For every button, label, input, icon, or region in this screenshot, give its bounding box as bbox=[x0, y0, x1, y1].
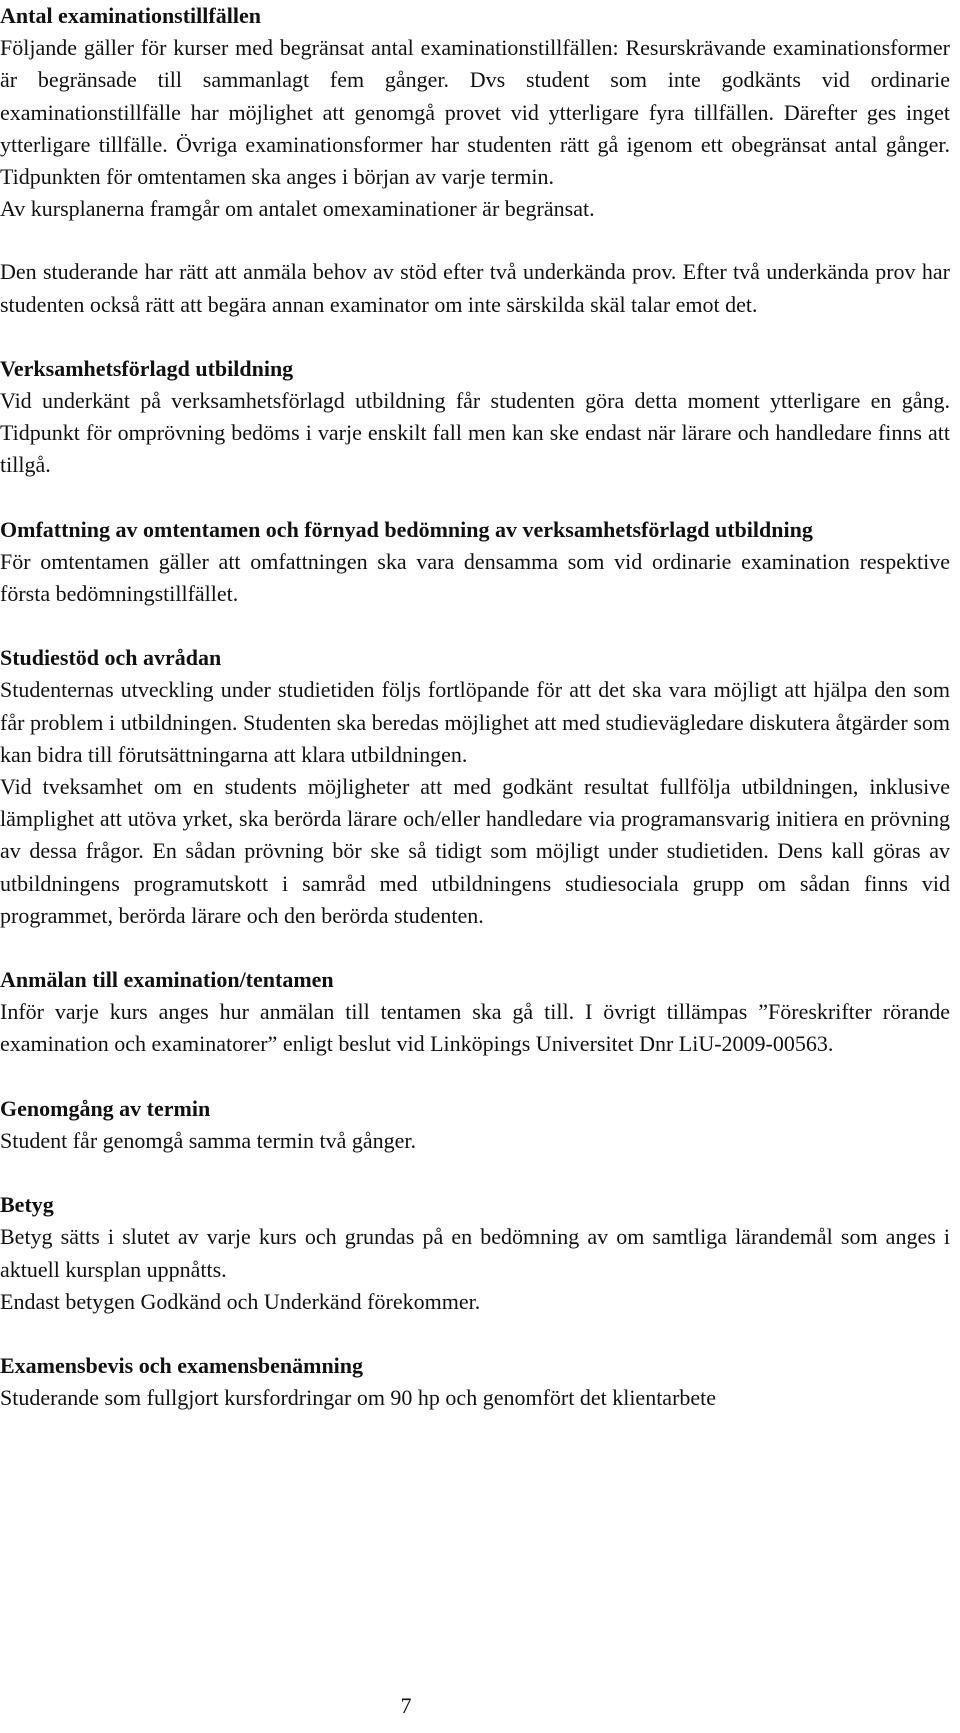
paragraph: För omtentamen gäller att omfattningen ska vara densamma som vid ordinarie examination respektive första bedömningstillfället. bbox=[0, 548, 950, 607]
section-heading: Antal examinationstillfällen bbox=[0, 3, 261, 28]
spacer bbox=[0, 610, 950, 642]
section-examensbevis bbox=[0, 1350, 950, 1414]
section-betyg bbox=[0, 1189, 950, 1318]
section-stod-efter-underkanda-prov bbox=[0, 256, 950, 320]
spacer bbox=[0, 1157, 950, 1189]
section-heading: Examensbevis och examensbenämning bbox=[0, 1352, 364, 1378]
section-heading: Omfattning av omtentamen och förnyad bedömning av verksamhetsförlagd utbildning bbox=[0, 516, 813, 542]
section-studiestod-och-avradan bbox=[0, 642, 950, 932]
section-heading: Anmälan till examination/tentamen bbox=[0, 967, 334, 993]
paragraph: Studerande som fullgjort kursfordringar om 90 hp och genomfört det klientarbete bbox=[0, 1385, 717, 1411]
spacer bbox=[0, 321, 950, 353]
spacer bbox=[0, 1318, 950, 1350]
section-heading: Genomgång av termin bbox=[0, 1095, 211, 1121]
paragraph: Av kursplanerna framgår om antalet omexaminationer är begränsat. bbox=[0, 196, 595, 222]
spacer bbox=[0, 932, 950, 964]
paragraph: Vid tveksamhet om en students möjligheter att med godkänt resultat fullfölja utbildningen, inklusive lämplighet att utöva yrket, ska berörda lärare och/eller handledare via programansvarig initiera en prövning av dessa frågor. En sådan prövning bör ske så tidigt som möjligt under studietiden. Dens kall göras av utbildningens programutskott i samråd med utbildningens studiesociala grupp om sådan finns vid programmet, berörda lärare och den berörda studenten. bbox=[0, 774, 950, 928]
section-anmalan-till-examination bbox=[0, 964, 950, 1061]
section-antal-examinationstillfallen bbox=[0, 0, 950, 225]
section-verksamhetsforlagd-utbildning bbox=[0, 353, 950, 482]
page-number: 7 bbox=[400, 1693, 412, 1718]
spacer bbox=[0, 225, 950, 256]
paragraph: Betyg sätts i slutet av varje kurs och grundas på en bedömning av om samtliga lärandemål som anges i aktuell kursplan uppnåtts. bbox=[0, 1224, 950, 1282]
paragraph: Vid underkänt på verksamhetsförlagd utbildning får studenten göra detta moment ytterligare en gång. Tidpunkt för omprövning bedöms i varje enskilt fall men kan ske endast när lärare och handledare finns att tillgå. bbox=[0, 388, 950, 478]
section-heading: Studiestöd och avrådan bbox=[0, 645, 222, 671]
spacer bbox=[0, 1061, 950, 1093]
paragraph: Endast betygen Godkänd och Underkänd förekommer. bbox=[0, 1288, 481, 1314]
paragraph: Studenternas utveckling under studietiden följs fortlöpande för att det ska vara möjligt att hjälpa den som får problem i utbildningen. Studenten ska beredas möjlighet att med studievägledare diskutera åtgärder som kan bidra till förutsättningarna att klara utbildningen. bbox=[0, 677, 950, 767]
section-genomgang-av-termin bbox=[0, 1093, 950, 1157]
paragraph: Den studerande har rätt att anmäla behov av stöd efter två underkända prov. Efter två underkända prov har studenten också rätt att begära annan examinator om inte särskilda skäl talar emot det. bbox=[0, 259, 950, 317]
paragraph: Student får genomgå samma termin två gånger. bbox=[0, 1127, 417, 1153]
section-heading: Verksamhetsförlagd utbildning bbox=[0, 355, 294, 381]
spacer bbox=[0, 482, 950, 514]
section-heading: Betyg bbox=[0, 1192, 54, 1218]
paragraph: Inför varje kurs anges hur anmälan till tentamen ska gå till. I övrigt tillämpas ”Föreskrifter rörande examination och examinatorer” enligt beslut vid Linköpings Universitet Dnr LiU-2009-00563. bbox=[0, 999, 950, 1057]
paragraph: Följande gäller för kurser med begränsat antal examinationstillfällen: Resurskrävande examinationsformer är begränsade till sammanlagt fem gånger. Dvs student som inte godkänts vid ordinarie examinationstillfälle har möjlighet att genomgå provet vid ytterligare fyra tillfällen. Därefter ges inget ytterligare tillfälle. Övriga examinationsformer har studenten rätt gå igenom ett obegränsat antal gånger. Tidpunkten för omtentamen ska anges i början av varje termin. bbox=[0, 35, 950, 190]
section-omfattning-omtentamen bbox=[0, 514, 950, 611]
